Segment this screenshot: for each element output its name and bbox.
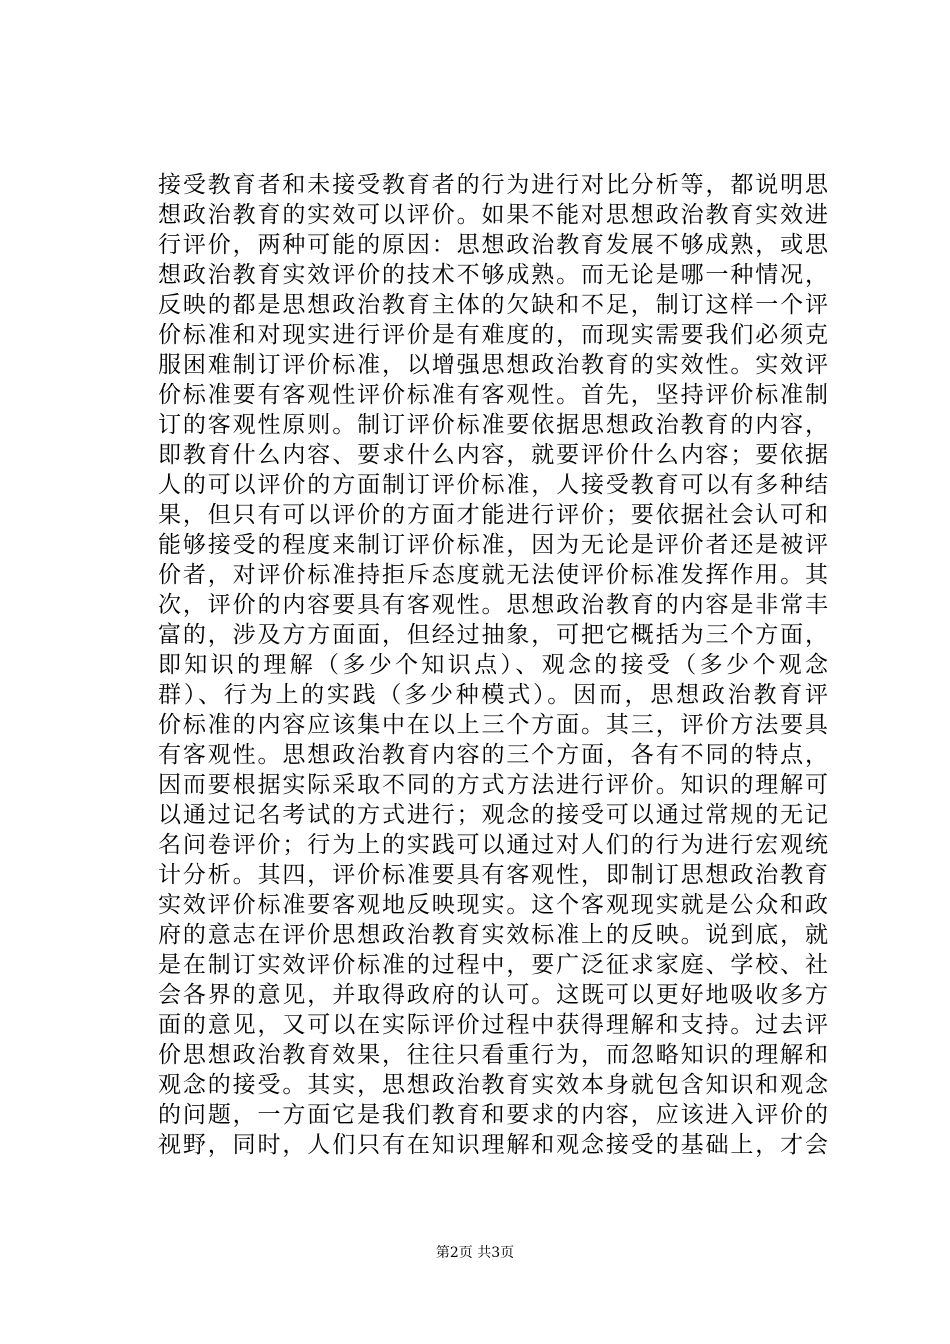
text-line: 人的可以评价的方面制订评价标准，人接受教育可以有多种结 (158, 472, 828, 498)
text-line: 次，评价的内容要具有客观性。思想政治教育的内容是非常丰 (158, 592, 828, 618)
text-line: 面的意见，又可以在实际评价过程中获得理解和支持。过去评 (158, 1012, 828, 1038)
text-line: 会各界的意见，并取得政府的认可。这既可以更好地吸收多方 (158, 982, 828, 1008)
text-line: 反映的都是思想政治教育主体的欠缺和不足，制订这样一个评 (158, 292, 828, 318)
text-line: 实效评价标准要客观地反映现实。这个客观现实就是公众和政 (158, 892, 828, 918)
text-line: 因而要根据实际采取不同的方式方法进行评价。知识的理解可 (158, 772, 828, 798)
text-line: 服困难制订评价标准，以增强思想政治教育的实效性。实效评 (158, 352, 828, 378)
text-line: 价标准要有客观性评价标准有客观性。首先，坚持评价标准制 (158, 382, 828, 408)
text-line: 群）、行为上的实践（多少种模式）。因而，思想政治教育评 (158, 682, 828, 708)
text-line: 价标准的内容应该集中在以上三个方面。其三，评价方法要具 (158, 712, 828, 738)
text-line: 行评价，两种可能的原因：思想政治教育发展不够成熟，或思 (158, 232, 828, 258)
text-line: 想政治教育实效评价的技术不够成熟。而无论是哪一种情况， (158, 262, 828, 288)
body-text (158, 170, 828, 1160)
page-footer (0, 1244, 950, 1262)
text-line: 以通过记名考试的方式进行；观念的接受可以通过常规的无记 (158, 802, 828, 828)
text-line: 府的意志在评价思想政治教育实效标准上的反映。说到底，就 (158, 922, 828, 948)
text-line: 价思想政治教育效果，往往只看重行为，而忽略知识的理解和 (158, 1042, 828, 1068)
text-line: 计分析。其四，评价标准要具有客观性，即制订思想政治教育 (158, 862, 828, 888)
text-line: 能够接受的程度来制订评价标准，因为无论是评价者还是被评 (158, 532, 828, 558)
text-line: 想政治教育的实效可以评价。如果不能对思想政治教育实效进 (158, 202, 828, 228)
text-line: 即知识的理解（多少个知识点）、观念的接受（多少个观念 (158, 652, 828, 678)
page-number-label: 第2页 共3页 (435, 1245, 515, 1261)
text-line: 即教育什么内容、要求什么内容，就要评价什么内容；要依据 (158, 442, 828, 468)
text-line: 视野，同时，人们只有在知识理解和观念接受的基础上，才会 (158, 1132, 828, 1158)
text-line: 果，但只有可以评价的方面才能进行评价；要依据社会认可和 (158, 502, 828, 528)
text-line: 价者，对评价标准持拒斥态度就无法使评价标准发挥作用。其 (158, 562, 828, 588)
text-line: 观念的接受。其实，思想政治教育实效本身就包含知识和观念 (158, 1072, 828, 1098)
text-line: 接受教育者和未接受教育者的行为进行对比分析等，都说明思 (158, 172, 828, 198)
text-line: 有客观性。思想政治教育内容的三个方面，各有不同的特点， (158, 742, 828, 768)
text-line: 名问卷评价；行为上的实践可以通过对人们的行为进行宏观统 (158, 832, 828, 858)
text-line: 订的客观性原则。制订评价标准要依据思想政治教育的内容， (158, 412, 828, 438)
text-line: 是在制订实效评价标准的过程中，要广泛征求家庭、学校、社 (158, 952, 828, 978)
text-line: 富的，涉及方方面面，但经过抽象，可把它概括为三个方面， (158, 622, 828, 648)
text-line: 的问题，一方面它是我们教育和要求的内容，应该进入评价的 (158, 1102, 828, 1128)
text-line: 价标准和对现实进行评价是有难度的，而现实需要我们必须克 (158, 322, 828, 348)
